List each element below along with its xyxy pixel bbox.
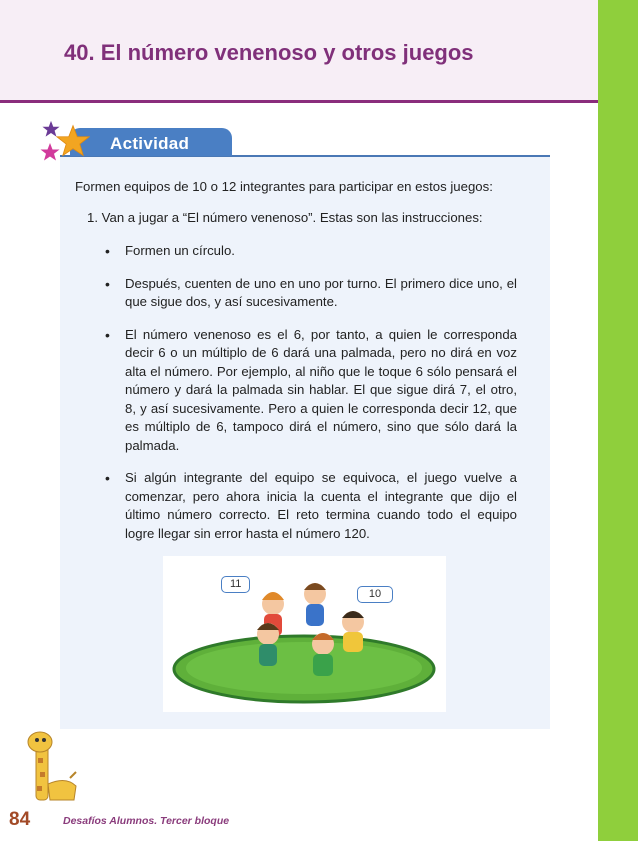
children-circle-illustration [163, 556, 446, 712]
list-item [105, 275, 517, 312]
side-green-strip [598, 0, 638, 841]
bullet-text: Formen un círculo. [125, 243, 235, 258]
activity-tab-label: Actividad [110, 134, 190, 153]
intro-text: Formen equipos de 10 o 12 integrantes para participar en estos juegos: [75, 179, 493, 194]
bullet-text: Después, cuenten de uno en uno por turno. El primero dice uno, el que sigue dos, y así sucesivamente. [125, 275, 517, 309]
children-playing-image [163, 556, 446, 712]
instructions-list [105, 242, 517, 557]
bullet-text: Si algún integrante del equipo se equivoca, el juego vuelve a comenzar, pero ahora inicia la cuenta el integrante que dijo el último número correcto. El reto termina cuando todo el equipo logre llegar sin error hasta el número 120. [125, 470, 517, 541]
bullet-symbol: • [105, 243, 110, 259]
footer-book-title: Desafíos Alumnos. Tercer bloque [63, 815, 230, 827]
step-1-text: 1. Van a jugar a “El número venenoso”. Estas son las instrucciones: [87, 210, 483, 225]
bullet-symbol: • [105, 326, 110, 343]
list-item [105, 242, 517, 261]
list-item [105, 326, 517, 456]
list-item [105, 469, 517, 543]
page-number: 84 [9, 809, 31, 830]
star-icon [56, 124, 90, 158]
number-tag: 10 [357, 586, 393, 603]
bullet-symbol: • [105, 275, 110, 292]
bullet-symbol: • [105, 470, 110, 486]
page-title: 40. El número venenoso y otros juegos [64, 40, 474, 65]
bullet-text: El número venenoso es el 6, por tanto, a quien le corresponda decir 6 o un múltiplo de 6 dará una palmada, pero no dirá en voz alta el número. Por ejemplo, al niño que le toque 6 sólo pensará el número y dará la palmada sin hablar. El que sigue dirá 7, el otro, 8, y así sucesivamente. Pero a quien le corresponda decir 12, que es múltiplo de 6, tampoco dirá el número, sino que sólo dará la palmada. [125, 326, 517, 453]
header-rule [0, 100, 598, 103]
number-tag: 11 [221, 576, 250, 593]
giraffe-icon [18, 728, 80, 806]
